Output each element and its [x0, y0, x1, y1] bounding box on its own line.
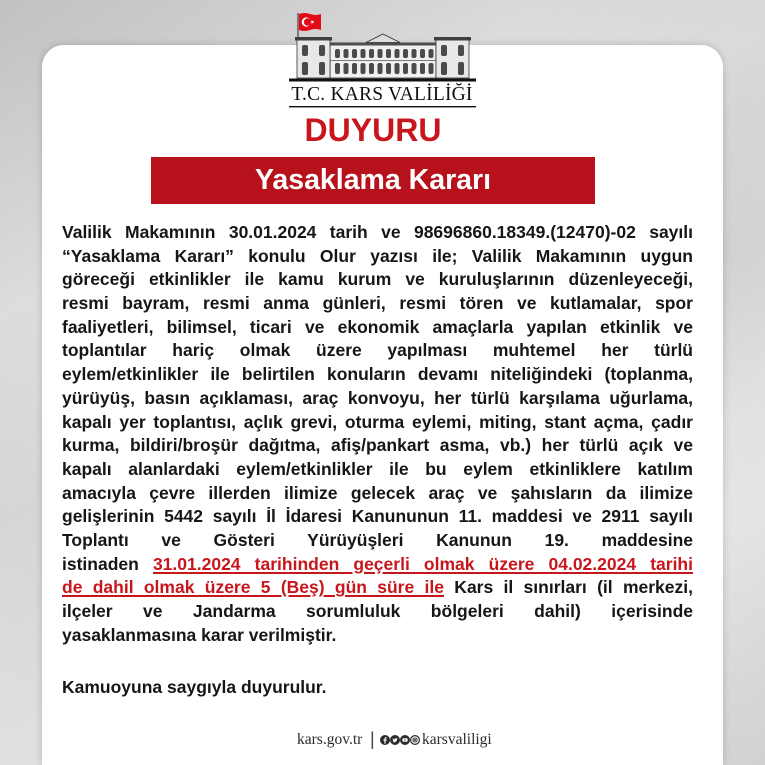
building-cornice — [329, 43, 438, 46]
sign-off: Kamuoyuna saygıyla duyurulur. — [62, 677, 327, 697]
banner-title: Yasaklama Kararı — [254, 164, 492, 196]
twitter-icon-graphic — [390, 735, 400, 745]
body-line: kapalı alanlardaki eylem/etkinlikler ile bu eylem etkinliklere katılım — [62, 458, 693, 479]
facebook-icon[interactable] — [380, 735, 390, 745]
social-icons — [380, 735, 420, 745]
tower-window — [441, 62, 447, 75]
building-left-tower-cap — [295, 37, 332, 41]
turkish-flag-icon — [298, 13, 321, 37]
logo-underline — [289, 106, 476, 107]
body-line — [62, 553, 693, 577]
body-line — [62, 576, 693, 600]
tower-window — [302, 45, 308, 56]
body-line: Valilik Makamının 30.01.2024 tarih ve 98696860.18349.(12470)-02 sayılı — [62, 222, 693, 242]
governorship-building-icon — [295, 34, 471, 78]
tower-window — [302, 62, 308, 75]
body-line: yürüyüş, basın açıklaması, araç konvoyu, her türlü karşılama uğurlama, — [62, 387, 693, 408]
body-line: yasaklanmasına karar verilmiştir. — [62, 624, 337, 645]
body-line: göreceği etkinlikler ile kamu kurum ve kuruluşlarının düzenleyeceği, — [62, 269, 693, 290]
youtube-icon-graphic — [400, 735, 410, 745]
body-line: ilçeler ve Jandarma sorumluluk bölgeleri dahil) içerisinde — [62, 601, 693, 621]
instagram-icon[interactable] — [410, 735, 420, 745]
body-line: kurma, bildiri/broşür dağıtma, afiş/pankart asma, vb.) her türlü açık ve — [62, 435, 693, 456]
building-right-tower-cap — [434, 37, 471, 41]
twitter-icon[interactable] — [390, 735, 400, 745]
highlighted-ban-duration: de dahil olmak üzere 5 (Beş) gün süre ile — [62, 577, 444, 598]
body-line: resmi bayram, resmi anma günleri, resmi tören ve kutlamalar, spor — [62, 293, 693, 314]
tower-window — [441, 45, 447, 56]
website-link[interactable]: kars.gov.tr — [297, 731, 363, 748]
body-line-text: istinaden — [62, 553, 153, 574]
building-lower-windows — [335, 63, 434, 74]
body-line: toplantılar hariç olmak üzere yapılması muhtemel her türlü — [62, 340, 693, 361]
body-line: “Yasaklama Kararı” konulu Olur yazısı ile; Valilik Makamının uygun — [62, 245, 693, 266]
body-line: gelişlerinin 5442 sayılı İl İdaresi Kanununun 11. maddesi ve 2911 sayılı — [62, 506, 693, 527]
announcement-title: DUYURU — [304, 112, 442, 148]
announcement-body — [62, 221, 693, 647]
tower-window — [458, 45, 464, 56]
body-line: kapalı yer toplantısı, açlık grevi, oturma eylemi, miting, stant açma, çadır — [62, 411, 693, 432]
tower-window — [458, 62, 464, 75]
tower-window — [319, 45, 325, 56]
building-left-tower — [297, 40, 330, 78]
body-line-text: Kars il sınırları (il merkezi, — [444, 577, 693, 598]
footer-separator: | — [370, 729, 375, 749]
logo-title: T.C. KARS VALİLİĞİ — [291, 84, 473, 105]
body-line: eylem/etkinlikler ile belirtilen konuların devamı niteliğindeki (toplanma, — [62, 364, 693, 385]
instagram-icon-graphic — [410, 735, 420, 745]
body-line: faaliyetleri, bilimsel, ticari ve ekonomik amaçlarla yapılan etkinlik ve — [62, 316, 693, 337]
social-handle[interactable]: karsvaliligi — [422, 731, 492, 748]
body-line: Toplantı ve Gösteri Yürüyüşleri Kanunun 19. maddesine — [62, 529, 693, 550]
building-pediment — [366, 34, 400, 43]
logo-base-line — [289, 79, 476, 82]
facebook-icon-graphic — [380, 735, 390, 745]
decision-banner — [151, 157, 595, 204]
body-line: amacıyla çevre illerden ilimize gelecek araç ve şahısların da ilimize — [62, 482, 693, 503]
building-right-tower — [436, 40, 469, 78]
building-upper-windows — [335, 49, 434, 58]
tower-window — [319, 62, 325, 75]
highlighted-ban-period: 31.01.2024 tarihinden geçerli olmak üzere 04.02.2024 tarihi — [152, 553, 693, 574]
youtube-icon[interactable] — [400, 735, 410, 745]
